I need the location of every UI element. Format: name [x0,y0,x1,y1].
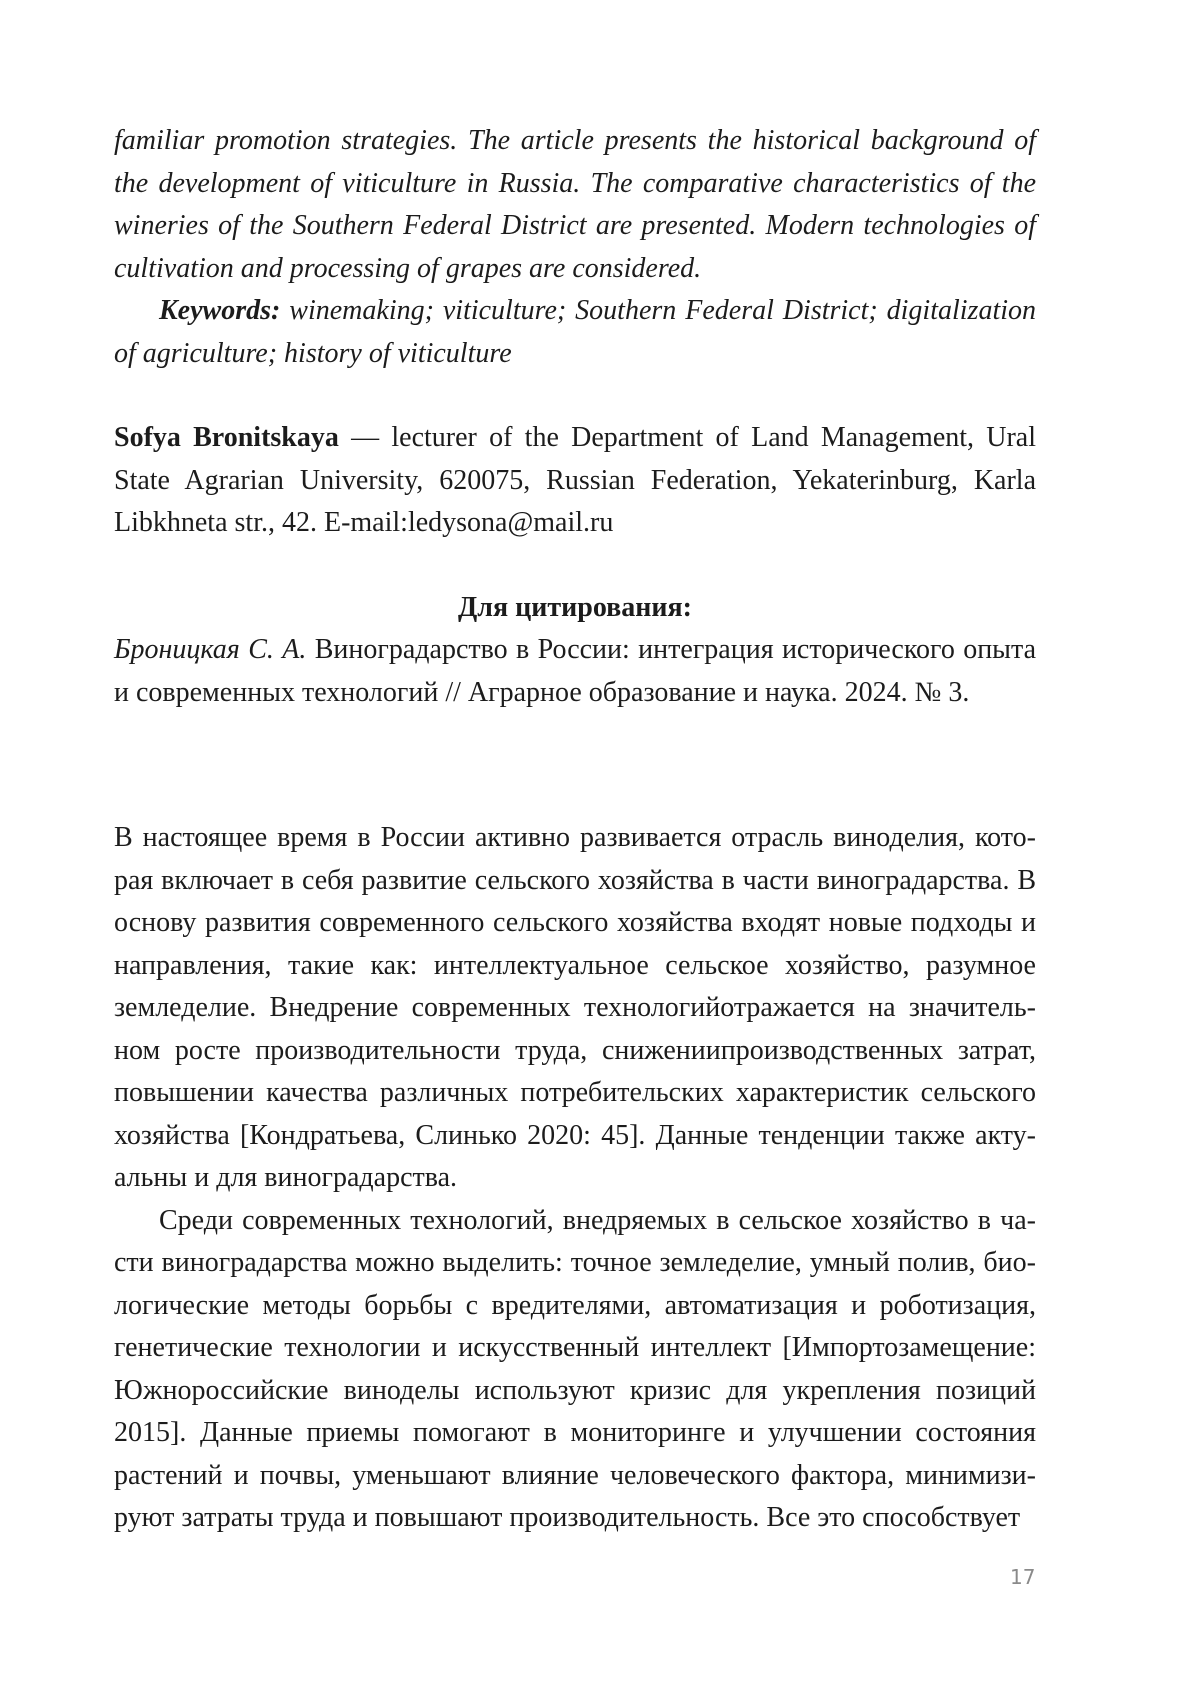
abstract-text: familiar promotion strategies. The article presents the historical background of the development of viticulture in Russia. The comparative characteristics of the wineries of the Southern Federal District are presented. Modern technologies of cultivation and processing of grapes are considered. [114,125,1036,284]
citation-text [114,629,1036,714]
author-name: Sofya Bronitskaya [114,422,339,453]
author-info [114,417,1036,545]
page-number: 17 [1010,1565,1036,1589]
keywords-paragraph [114,290,1036,375]
body-paragraph: В настоящее время в России активно развивается отрасль виноделия, которая включает в себя развитие сельского хозяйства в части виноградарства. В основу развития современного сельского хозяйства входят новые подходы и направления, такие как: интеллектуальное сельское хозяйство, разумное земледелие. Внедрение современных технологийотражается на значительном росте производительности труда, снижениипроизводственных затрат, повышении качества различных потребительских характеристик сельского хозяйства [Кондратьева, Слинько 2020: 45]. Данные тенденции также актуальны и для виноградарства. [114,822,1036,1193]
page-content [114,120,1036,1540]
author-details: — lecturer of the Department of Land Management, Ural State Agrarian University, 620075, Russian Federation, Yekaterinburg, Karla Libkhneta str., 42. E-mail:ledysona@mail.ru [114,422,1037,538]
citation-body: Виноградарство в России: интеграция исторического опыта и современных технологий // Аграрное образование и наука. 2024. № 3. [114,634,1036,708]
citation-heading: Для цитирования: [457,591,692,623]
keywords-text: winemaking; viticulture; Southern Federal District; digitalization of agriculture; history of viticulture [114,295,1037,369]
keywords-label: Keywords: [159,295,281,326]
citation-author: Броницкая С. А. [114,634,307,665]
body-paragraph: Среди современных технологий, внедряемых в сельское хозяйство в части виноградарства можно выделить: точное земледелие, умный полив, биологические методы борьбы с вредителями, автоматизация и роботизация, генетические технологии и искусственный интеллект [Импортозамещение: Южнороссийские виноделы используют кризис для укрепления позиций 2015]. Данные приемы помогают в мониторинге и улучшении состояния растений и почвы, уменьшают влияние человеческого фактора, минимизируют затраты труда и повышают производительность. Все это способствует [114,1204,1036,1533]
